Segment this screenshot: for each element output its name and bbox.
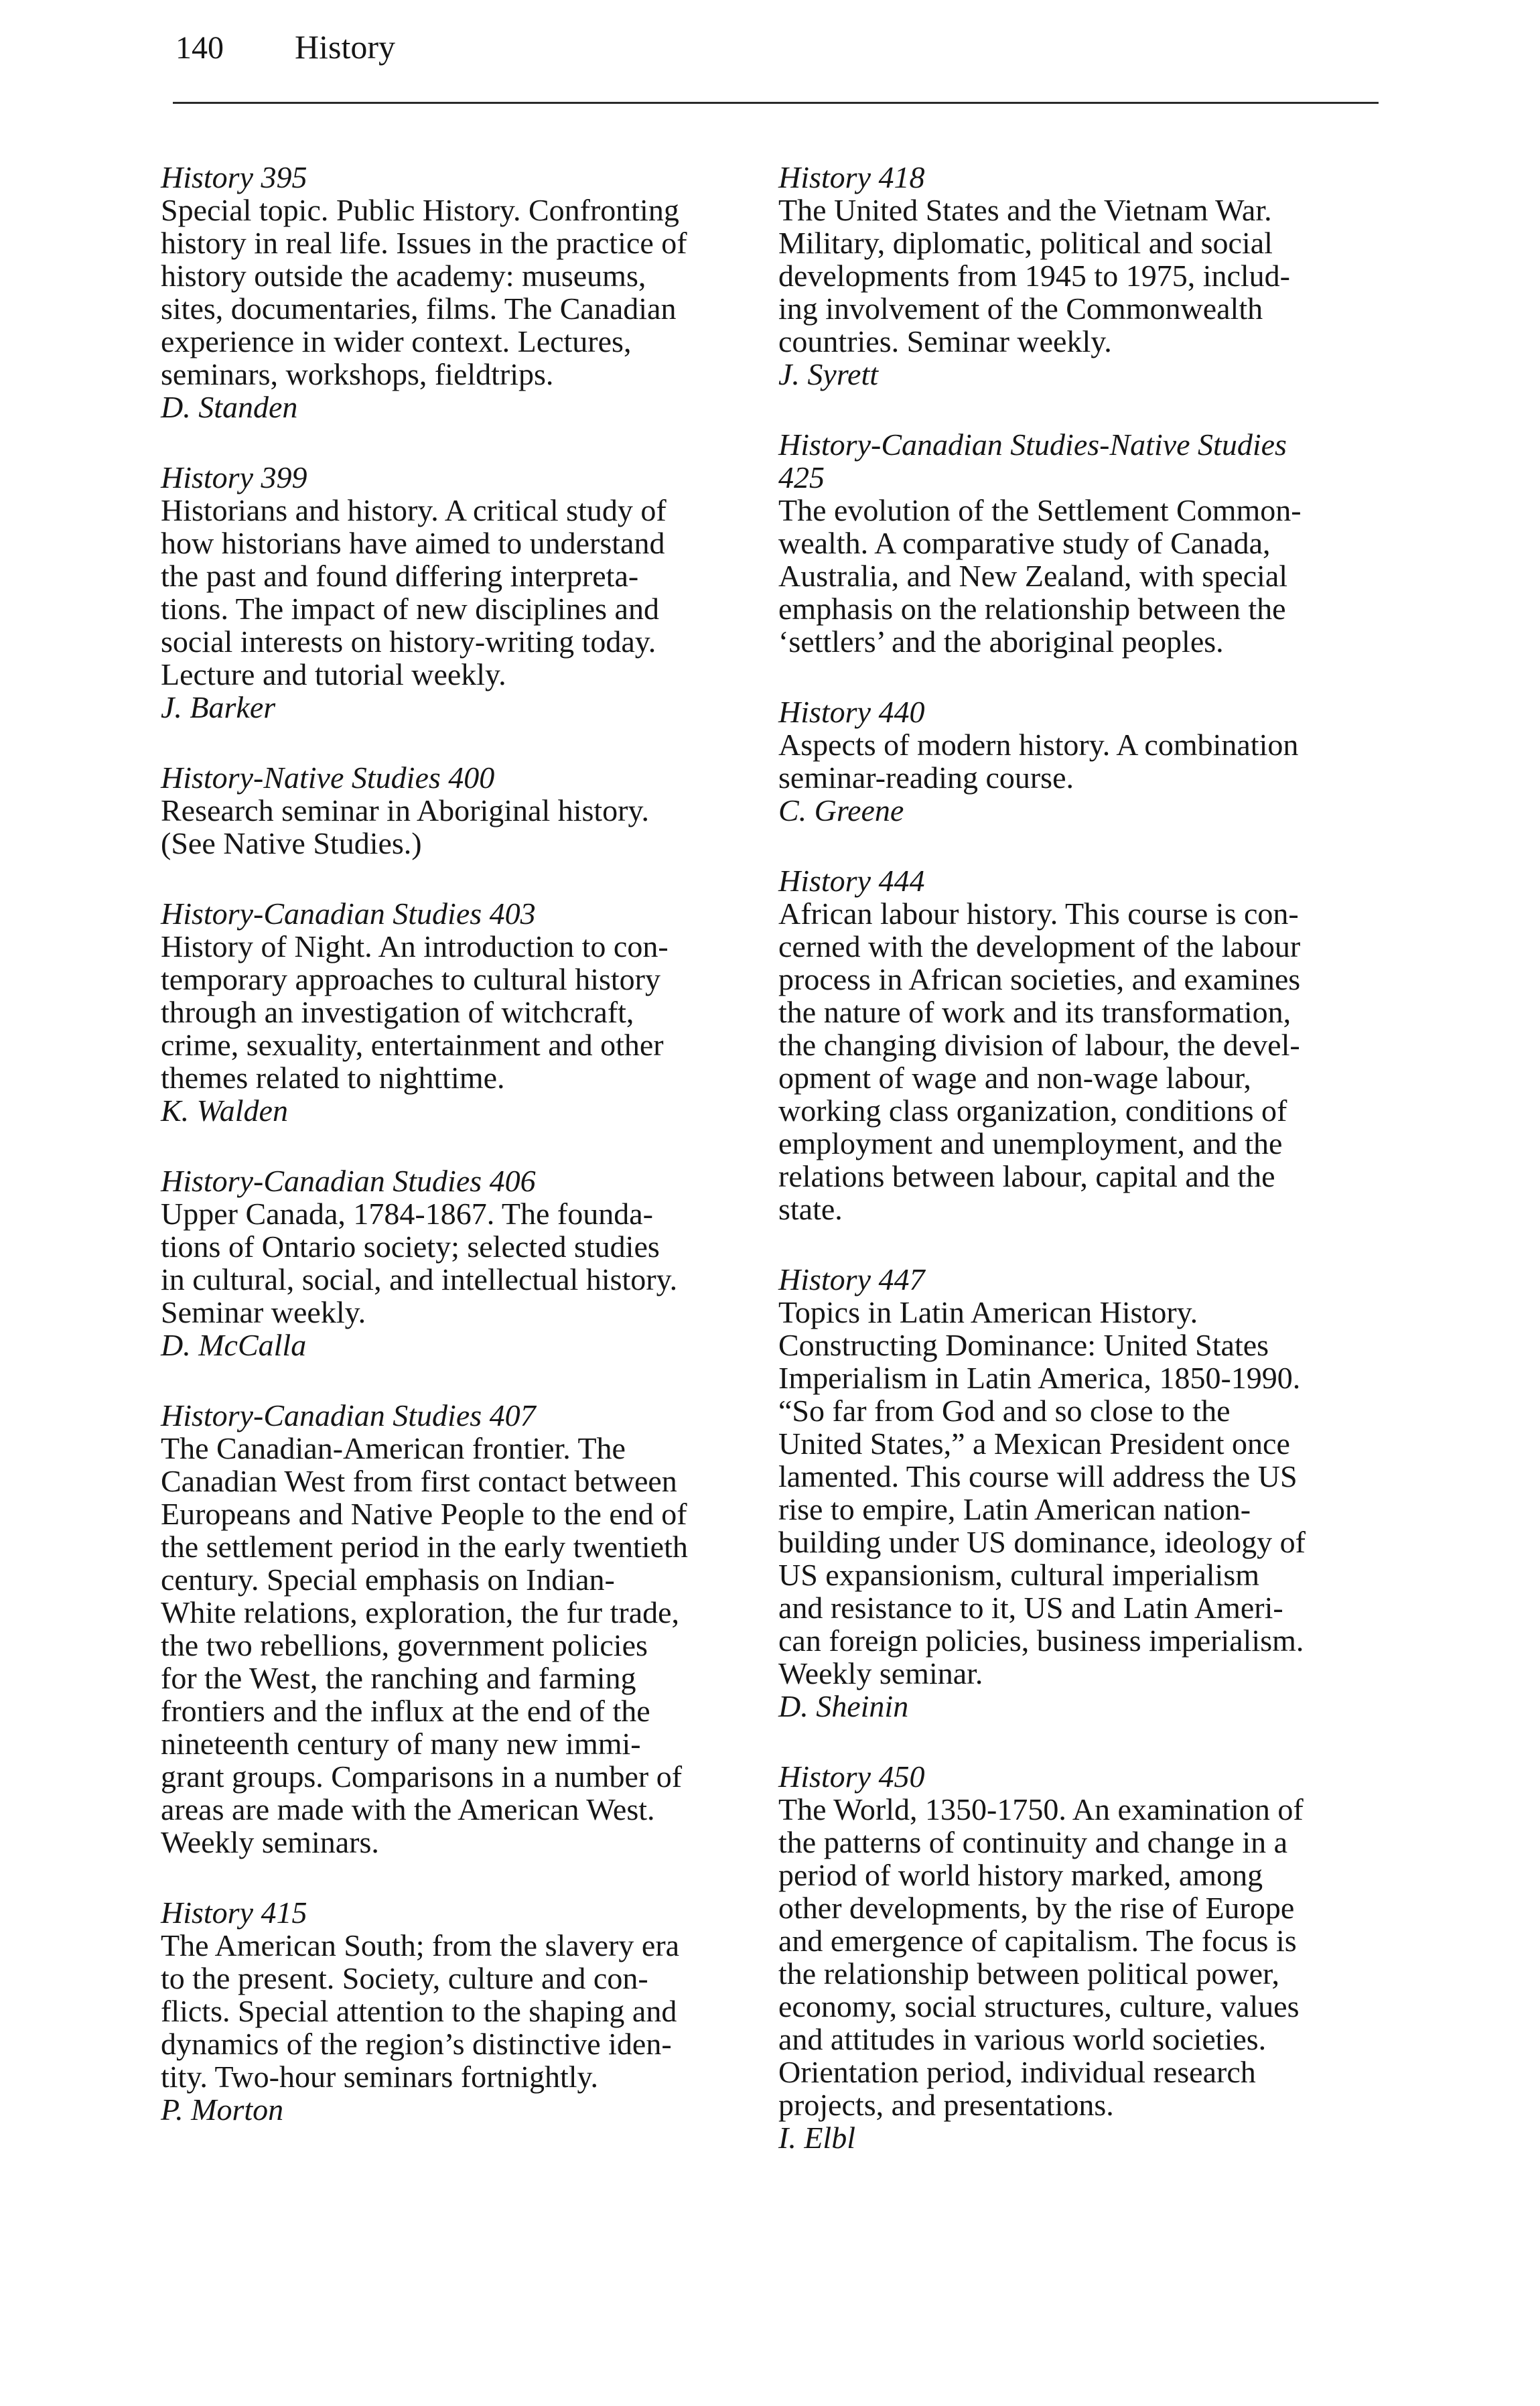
course-instructor: P. Morton <box>161 2092 284 2127</box>
left-column <box>161 161 767 2163</box>
course-entry <box>161 1164 767 1361</box>
course-instructor: I. Elbl <box>778 2121 855 2155</box>
course-description: The American South; from the slavery era to the present. Society, culture and con- flicts. Special attention to the shaping and dynamics of the region’s distinctive iden- tity. Two-hour seminars fortnightly. <box>161 1928 680 2094</box>
course-entry <box>161 761 767 860</box>
course-description: Aspects of modern history. A combination seminar-reading course. <box>778 728 1299 795</box>
course-code: History-Canadian Studies 403 <box>161 896 536 931</box>
course-description: History of Night. An introduction to con- temporary approaches to cultural history through an investigation of witchcraft, crime, sexuality, entertainment and other themes related to nighttime. <box>161 929 669 1095</box>
course-instructor: D. Sheinin <box>778 1689 909 1723</box>
course-description: African labour history. This course is con- cerned with the development of the labour process in African societies, and examines the nature of work and its transformation, the changing division of labour, the devel- opment of wage and non-wage labour, working class organization, conditions of employment and unemployment, and the relations between labour, capital and the state. <box>778 896 1301 1226</box>
course-entry <box>161 161 767 423</box>
course-instructor: K. Walden <box>161 1093 288 1128</box>
course-code: History 440 <box>778 695 925 729</box>
course-entry <box>778 428 1373 658</box>
course-description: Special topic. Public History. Confronting history in real life. Issues in the practice of history outside the academy: museums, sites, documentaries, films. The Canadian experience in wider context. Lectures, seminars, workshops, fieldtrips. <box>161 193 687 391</box>
course-description: The World, 1350-1750. An examination of the patterns of continuity and change in a period of world history marked, among other developments, by the rise of Europe and emergence of capitalism. The focus is the relationship between political power, economy, social structures, culture, values and attitudes in various world societies. Orientation period, individual research projects, and presentations. <box>778 1792 1304 2122</box>
course-entry <box>161 1399 767 1859</box>
course-description: Topics in Latin American History. Constructing Dominance: United States Imperialism in Latin America, 1850-1990. “So far from God and so close to the United States,” a Mexican President once lamented. This course will address the US rise to empire, Latin American nation- building under US dominance, ideology of US expansionism, cultural imperialism and resistance to it, US and Latin Ameri- can foreign policies, business imperialism. Weekly seminar. <box>778 1295 1306 1690</box>
course-entry <box>778 1760 1373 2154</box>
course-instructor: D. Standen <box>161 390 298 424</box>
course-code: History-Canadian Studies 406 <box>161 1164 536 1198</box>
course-code: History 418 <box>778 160 925 194</box>
course-code: History-Canadian Studies 407 <box>161 1398 536 1432</box>
course-entry <box>778 1263 1373 1723</box>
course-code: History-Native Studies 400 <box>161 760 495 795</box>
course-entry <box>778 161 1373 391</box>
course-entry <box>778 695 1373 827</box>
course-code: History 444 <box>778 864 925 898</box>
course-code: History 415 <box>161 1895 307 1930</box>
section-title: History <box>295 28 395 66</box>
course-instructor: D. McCalla <box>161 1328 307 1362</box>
course-description: The evolution of the Settlement Common- wealth. A comparative study of Canada, Australia, and New Zealand, with special emphasis on the relationship between the ‘settlers’ and the aboriginal peoples. <box>778 493 1302 659</box>
page-number: 140 <box>176 30 224 66</box>
course-description: Research seminar in Aboriginal history. (See Native Studies.) <box>161 793 650 860</box>
header-rule <box>173 102 1379 104</box>
course-code: History 450 <box>778 1759 925 1794</box>
course-entry <box>161 897 767 1127</box>
page-header <box>176 27 1375 68</box>
course-description: The Canadian-American frontier. The Canadian West from first contact between Europeans and Native People to the end of the settlement period in the early twentieth century. Special emphasis on Indian- White relations, exploration, the fur trade, the two rebellions, government policies for the West, the ranching and farming frontiers and the influx at the end of the nineteenth century of many new immi- grant groups. Comparisons in a number of areas are made with the American West. Weekly seminars. <box>161 1431 688 1859</box>
right-column <box>778 161 1373 2192</box>
course-instructor: J. Syrett <box>778 357 879 391</box>
course-entry <box>161 461 767 724</box>
course-code: History-Canadian Studies-Native Studies 425 <box>778 427 1287 494</box>
course-instructor: C. Greene <box>778 793 904 827</box>
course-code: History 447 <box>778 1262 925 1296</box>
course-description: Upper Canada, 1784-1867. The founda- tions of Ontario society; selected studies in cultural, social, and intellectual history. Seminar weekly. <box>161 1197 678 1329</box>
course-code: History 399 <box>161 460 307 494</box>
course-description: Historians and history. A critical study of how historians have aimed to understand the past and found differing interpreta- tions. The impact of new disciplines and social interests on history-writing today. Lecture and tutorial weekly. <box>161 493 667 691</box>
course-description: The United States and the Vietnam War. Military, diplomatic, political and social developments from 1945 to 1975, includ- ing involvement of the Commonwealth countries. Seminar weekly. <box>778 193 1290 358</box>
course-entry <box>161 1896 767 2126</box>
course-instructor: J. Barker <box>161 690 276 724</box>
course-entry <box>778 864 1373 1225</box>
course-code: History 395 <box>161 160 307 194</box>
